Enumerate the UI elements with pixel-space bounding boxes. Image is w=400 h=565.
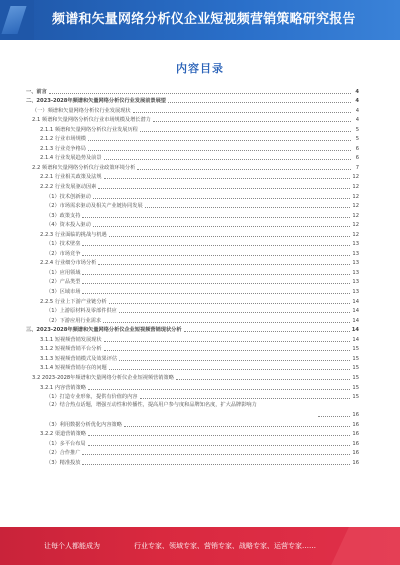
toc-entry-text: 2.2.1 行业相关政策及法规 xyxy=(40,174,102,181)
toc-entry[interactable] xyxy=(26,229,359,239)
toc-leader-dots xyxy=(82,454,350,455)
toc-leader-dots xyxy=(82,245,350,246)
toc-entry[interactable] xyxy=(26,172,359,182)
toc-page-number: 4 xyxy=(355,107,359,114)
toc-entry-text: （3）利用数据分析优化内容策略 xyxy=(46,421,122,428)
toc-leader-dots xyxy=(318,416,350,417)
toc-entry[interactable] xyxy=(26,363,359,373)
toc-page-number: 12 xyxy=(352,203,359,210)
toc-page-number: 15 xyxy=(352,384,359,391)
toc-page-number: 13 xyxy=(352,241,359,248)
header-logo-mark xyxy=(0,0,34,40)
footer-slogan-right: 行业专家、领域专家、营销专家、战略专家、运营专家…… xyxy=(134,542,316,550)
toc-entry-text: 二、2023-2028年频谱和矢量网络分析仪行业发展前景展望 xyxy=(26,98,166,105)
toc-entry-text: 3.1.3 短视频营销模式及效果评估 xyxy=(40,355,118,362)
toc-page-number: 6 xyxy=(355,145,359,152)
toc-page-number: 7 xyxy=(355,164,359,171)
toc-page-number: 15 xyxy=(352,355,359,362)
toc-entry[interactable] xyxy=(26,306,359,316)
toc-entry-text: 2.1.3 行业竞争格局 xyxy=(40,145,86,152)
toc-leader-dots xyxy=(119,360,350,361)
toc-entry[interactable] xyxy=(26,143,359,153)
toc-entry-text: 3.1.1 短视频营销发展现状 xyxy=(40,336,102,343)
toc-page-number: 16 xyxy=(352,421,359,428)
toc-entry-text: （2）市场竞争 xyxy=(46,250,81,257)
toc-entry[interactable] xyxy=(26,392,359,402)
toc-page-number: 14 xyxy=(352,308,359,315)
toc-page-number: 14 xyxy=(352,298,359,305)
toc-leader-dots xyxy=(133,112,351,113)
table-of-contents xyxy=(26,86,359,467)
toc-entry-text: 2.2.4 行业细分市场分析 xyxy=(40,260,97,267)
toc-leader-dots xyxy=(98,188,350,189)
toc-page-number: 13 xyxy=(352,250,359,257)
toc-entry-text: （1）多平台布局 xyxy=(46,440,86,447)
toc-page-number: 15 xyxy=(352,365,359,372)
toc-page-number: 16 xyxy=(352,450,359,457)
toc-leader-dots xyxy=(82,464,350,465)
toc-page-number: 12 xyxy=(352,231,359,238)
toc-entry[interactable] xyxy=(26,438,359,448)
toc-page-number: 12 xyxy=(352,184,359,191)
toc-entry[interactable] xyxy=(26,372,359,382)
toc-entry[interactable] xyxy=(26,267,359,277)
toc-entry-text: 3.1.2 短视频营销平台分析 xyxy=(40,346,102,353)
toc-leader-dots xyxy=(137,169,351,170)
toc-entry[interactable] xyxy=(26,296,359,306)
toc-entry-text: 3.2.1 内容营销策略 xyxy=(40,384,86,391)
report-header xyxy=(0,0,400,40)
toc-page-number: 4 xyxy=(355,88,359,95)
toc-entry-text: 3.1.4 短视频营销存在的问题 xyxy=(40,365,107,372)
toc-page-number: 13 xyxy=(352,269,359,276)
toc-entry-text: 三、2023-2028年频谱和矢量网络分析仪企业短视频营销现状分析 xyxy=(26,327,182,334)
toc-entry-text: 2.1.1 频谱和矢量网络分析仪行业发展历程 xyxy=(40,126,138,133)
toc-page-number: 12 xyxy=(352,193,359,200)
toc-page-number: 14 xyxy=(352,336,359,343)
toc-entry[interactable] xyxy=(26,134,359,144)
toc-entry-text: （2）结合热点话题，增强互动性和传播性，提高用户参与度和品牌知名度，扩大品牌影响力 xyxy=(46,402,257,409)
toc-leader-dots xyxy=(82,283,350,284)
toc-leader-dots xyxy=(82,217,350,218)
toc-entry[interactable] xyxy=(26,344,359,354)
toc-entry-text: （1）技术创新驱动 xyxy=(46,193,91,200)
toc-leader-dots xyxy=(93,226,351,227)
toc-leader-dots xyxy=(88,445,351,446)
toc-entry-text: （1）技术壁垒 xyxy=(46,241,81,248)
toc-entry[interactable] xyxy=(26,325,359,335)
toc-leader-dots xyxy=(109,303,351,304)
toc-entry[interactable] xyxy=(26,210,359,220)
toc-leader-dots xyxy=(176,379,350,380)
toc-entry[interactable] xyxy=(26,286,359,296)
toc-entry[interactable] xyxy=(26,429,359,439)
toc-entry[interactable] xyxy=(26,382,359,392)
toc-entry-text: 一、前言 xyxy=(26,88,47,95)
toc-leader-dots xyxy=(88,389,350,390)
toc-page-number: 13 xyxy=(352,260,359,267)
toc-entry[interactable] xyxy=(26,258,359,268)
toc-entry[interactable] xyxy=(26,105,359,115)
toc-leader-dots xyxy=(82,255,350,256)
toc-entry[interactable] xyxy=(26,353,359,363)
toc-entry[interactable] xyxy=(26,457,359,467)
toc-entry[interactable] xyxy=(26,86,359,96)
toc-leader-dots xyxy=(88,150,351,151)
toc-entry-text: （一）频谱和矢量网络分析仪行业发展现状 xyxy=(32,107,131,114)
toc-page-number: 12 xyxy=(352,174,359,181)
toc-leader-dots xyxy=(109,369,351,370)
toc-entry-text: 2.2.2 行业发展驱动因素 xyxy=(40,184,97,191)
toc-entry[interactable] xyxy=(26,419,359,429)
toc-page-number: 4 xyxy=(355,117,359,124)
toc-entry-text: （2）市场需求驱动及相关产业链协同发展 xyxy=(46,203,143,210)
toc-leader-dots xyxy=(153,121,351,122)
toc-leader-dots xyxy=(104,159,351,160)
toc-leader-dots xyxy=(88,435,350,436)
toc-heading: 内容目录 xyxy=(176,62,224,75)
footer-slogan-left: 让每个人都能成为 xyxy=(44,542,100,550)
toc-leader-dots xyxy=(145,207,351,208)
toc-leader-dots xyxy=(82,274,350,275)
toc-entry-text: 2.1 频谱和矢量网络分析仪行业市场规模及增长潜力 xyxy=(32,117,151,124)
toc-entry-text: （2）产品类型 xyxy=(46,279,81,286)
toc-entry[interactable] xyxy=(26,162,359,172)
toc-leader-dots xyxy=(104,350,351,351)
toc-page-number: 13 xyxy=(352,289,359,296)
toc-entry-text: 2.2.3 行业面临的挑战与机遇 xyxy=(40,231,107,238)
toc-leader-dots xyxy=(104,178,351,179)
toc-entry-text: （1）应用领域 xyxy=(46,269,81,276)
toc-entry-text: （1）打造专业形象，提供有价值的内容 xyxy=(46,394,138,401)
toc-leader-dots xyxy=(184,331,350,332)
toc-leader-dots xyxy=(124,426,350,427)
toc-leader-dots xyxy=(140,398,351,399)
toc-page-number: 12 xyxy=(352,212,359,219)
toc-leader-dots xyxy=(104,341,351,342)
toc-leader-dots xyxy=(109,236,351,237)
toc-entry[interactable] xyxy=(26,191,359,201)
toc-page-number: 5 xyxy=(355,136,359,143)
toc-page-number: 14 xyxy=(351,327,359,334)
toc-page-number: 15 xyxy=(352,346,359,353)
toc-leader-dots xyxy=(82,293,350,294)
toc-entry[interactable] xyxy=(26,239,359,249)
toc-page-number: 5 xyxy=(355,126,359,133)
toc-page-number: 16 xyxy=(352,431,359,438)
toc-leader-dots xyxy=(103,322,350,323)
toc-page-number: 16 xyxy=(352,459,359,466)
toc-entry[interactable] xyxy=(26,201,359,211)
footer-accent-shape xyxy=(331,527,400,565)
toc-entry[interactable] xyxy=(26,181,359,191)
toc-leader-dots xyxy=(49,93,351,94)
toc-page-number: 4 xyxy=(355,98,359,105)
toc-entry-text: 2.1.4 行业发展趋势及前景 xyxy=(40,155,102,162)
toc-page-number: 14 xyxy=(352,317,359,324)
toc-leader-dots xyxy=(98,264,350,265)
report-title: 频谱和矢量网络分析仪企业短视频营销策略研究报告 xyxy=(52,12,356,27)
toc-entry-text: 3.2.2 渠道营销策略 xyxy=(40,431,86,438)
toc-page-number: 15 xyxy=(352,374,359,381)
toc-page-number: 13 xyxy=(352,279,359,286)
toc-entry[interactable] xyxy=(26,220,359,230)
toc-leader-dots xyxy=(140,131,351,132)
toc-entry[interactable] xyxy=(26,448,359,458)
toc-entry[interactable] xyxy=(26,248,359,258)
toc-entry-text: 2.2.5 行业上下游产业链分析 xyxy=(40,298,107,305)
toc-entry-text: 2.2 频谱和矢量网络分析仪行业政策环境分析 xyxy=(32,164,136,171)
toc-page-number: 12 xyxy=(352,222,359,229)
toc-page-number: 15 xyxy=(352,394,359,401)
toc-leader-dots xyxy=(119,312,351,313)
toc-entry[interactable] xyxy=(26,401,359,419)
toc-leader-dots xyxy=(93,198,351,199)
toc-entry-text: （4）资本投入驱动 xyxy=(46,222,91,229)
toc-entry[interactable] xyxy=(26,115,359,125)
toc-entry-text: （3）政策支持 xyxy=(46,212,81,219)
toc-entry-text: （3）区域市场 xyxy=(46,289,81,296)
toc-entry-text: （2）合作推广 xyxy=(46,450,81,457)
toc-page-number: 16 xyxy=(352,412,359,419)
toc-entry[interactable] xyxy=(26,334,359,344)
toc-entry-text: 3.2 2023-2028年频谱和矢量网络分析仪企业短视频营销策略 xyxy=(32,374,174,381)
toc-entry[interactable] xyxy=(26,277,359,287)
footer-banner xyxy=(0,527,400,565)
toc-entry-text: 2.1.2 行业市场规模 xyxy=(40,136,86,143)
toc-page-number: 6 xyxy=(355,155,359,162)
toc-leader-dots xyxy=(168,102,351,103)
toc-entry-text: （2）下游应用行业需求 xyxy=(46,317,102,324)
toc-entry[interactable] xyxy=(26,315,359,325)
toc-leader-dots xyxy=(88,140,351,141)
toc-entry[interactable] xyxy=(26,153,359,163)
toc-entry-text: （1）上游原材料及零部件供应 xyxy=(46,308,117,315)
toc-page-number: 16 xyxy=(352,440,359,447)
toc-entry-text: （3）精准投放 xyxy=(46,459,81,466)
toc-entry[interactable] xyxy=(26,96,359,106)
toc-entry[interactable] xyxy=(26,124,359,134)
